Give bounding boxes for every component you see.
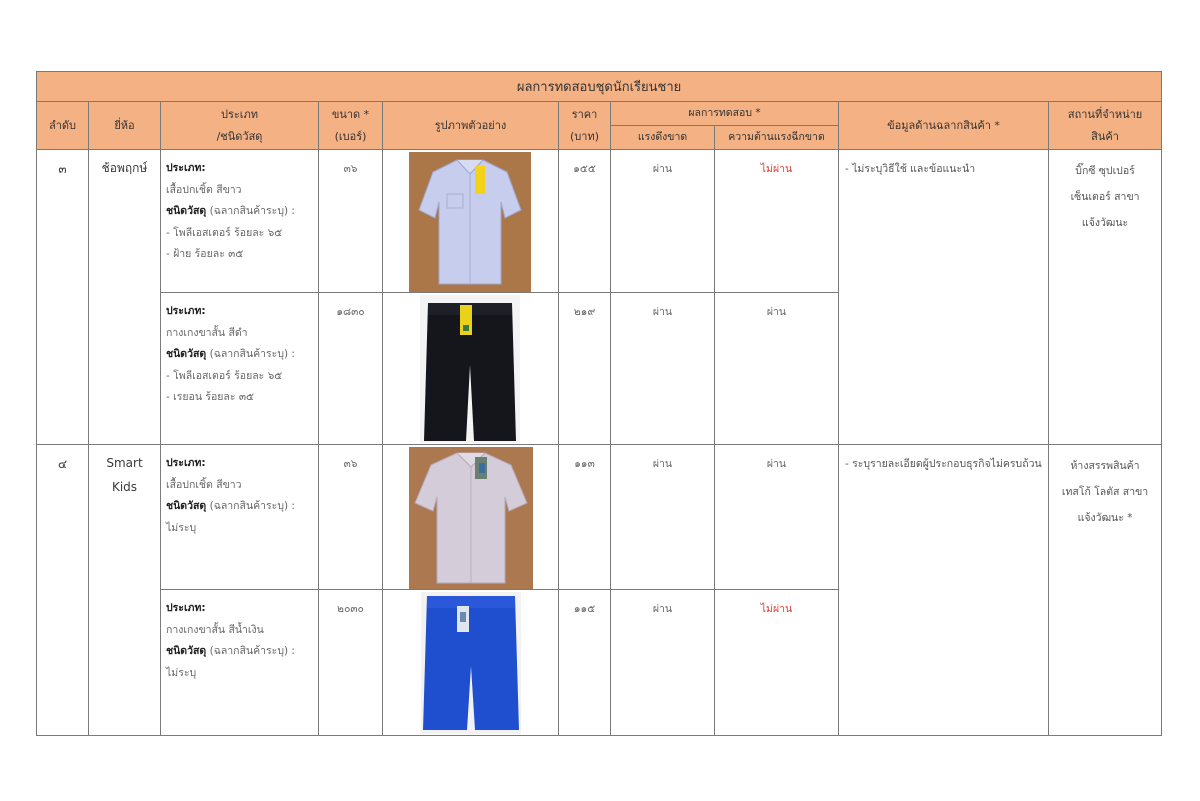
header-price-line1: ราคา [571,107,598,121]
header-type [161,102,319,150]
type-label: ประเภท: [166,457,206,469]
price-cell: ๑๑๓ [559,445,611,590]
table-row [37,445,1162,590]
tear-result: ไม่ผ่าน [715,150,839,293]
tensile-result: ผ่าน [611,445,715,590]
size-cell: ๒๐๓๐ [319,590,383,736]
header-shop-line1: สถานที่จำหน่าย [1067,107,1143,121]
header-size-line1: ขนาด * [331,107,370,121]
price-cell: ๑๑๕ [559,590,611,736]
type-value: เสื้อปกเชิ้ต สีขาว [166,478,242,491]
header-tear: ความต้านแรงฉีกขาด [715,126,839,150]
type-label: ประเภท: [166,602,206,614]
material-line: - ฝ้าย ร้อยละ ๓๕ [166,248,244,260]
sample-image-cell [383,445,559,590]
shop-cell [1049,445,1162,736]
brand-name: Smart Kids [106,456,143,494]
table-title: ผลการทดสอบชุดนักเรียนชาย [37,72,1162,102]
sample-image-cell [383,150,559,293]
light-blue-shirt-photo [409,152,531,292]
price-cell: ๑๕๕ [559,150,611,293]
material-line: ไม่ระบุ [166,521,197,534]
tensile-result: ผ่าน [611,293,715,445]
type-cell [161,445,319,590]
row-brand [89,445,161,736]
header-price-line2: (บาท) [570,129,599,143]
size-cell: ๑๘๓๐ [319,293,383,445]
shop-line: แจ้งวัฒนะ [1081,217,1129,229]
material-note: (ฉลากสินค้าระบุ) : [209,500,295,512]
size-cell: ๓๖ [319,445,383,590]
type-value: กางเกงขาสั้น สีน้ำเงิน [166,623,264,636]
shop-line: แจ้งวัฒนะ * [1077,512,1133,524]
material-note: (ฉลากสินค้าระบุ) : [209,348,295,360]
blue-shorts-photo [421,592,521,734]
label-info-cell: - ระบุรายละเอียดผู้ประกอบธุรกิจไม่ครบถ้วน [839,445,1049,736]
type-value: เสื้อปกเชิ้ต สีขาว [166,183,242,196]
results-table [36,71,1162,736]
type-cell [161,150,319,293]
type-cell [161,293,319,445]
material-label: ชนิดวัสดุ [166,205,207,217]
price-cell: ๒๑๙ [559,293,611,445]
shop-line: ห้างสรรพสินค้า [1070,460,1140,472]
header-size-line2: (เบอร์) [334,129,367,143]
header-shop-line2: สินค้า [1091,129,1119,143]
sample-image-cell [383,293,559,445]
type-label: ประเภท: [166,305,206,317]
tensile-result: ผ่าน [611,150,715,293]
material-line: - โพลีเอสเตอร์ ร้อยละ ๖๕ [166,369,283,382]
material-line: - เรยอน ร้อยละ ๓๕ [166,391,254,403]
shop-line: เซ็นเตอร์ สาขา [1070,191,1140,203]
header-brand: ยี่ห้อ [89,102,161,150]
header-sample: รูปภาพตัวอย่าง [383,102,559,150]
header-test: ผลการทดสอบ * [611,102,839,126]
material-line: - โพลีเอสเตอร์ ร้อยละ ๖๕ [166,226,283,239]
header-price [559,102,611,150]
type-label: ประเภท: [166,162,206,174]
black-shorts-photo [420,295,520,443]
shop-line: เทสโก้ โลตัส สาขา [1061,486,1149,498]
header-tensile: แรงดึงขาด [611,126,715,150]
material-note: (ฉลากสินค้าระบุ) : [209,645,295,657]
row-brand: ช้อพฤกษ์ [89,150,161,445]
row-no: ๓ [37,150,89,445]
tear-result: ผ่าน [715,445,839,590]
table-row [37,150,1162,293]
size-cell: ๓๖ [319,150,383,293]
material-label: ชนิดวัสดุ [166,348,207,360]
shop-line: บิ๊กซี ซุปเปอร์ [1075,165,1135,177]
type-value: กางเกงขาสั้น สีดำ [166,326,248,339]
header-label-info: ข้อมูลด้านฉลากสินค้า * [839,102,1049,150]
tear-result: ผ่าน [715,293,839,445]
header-type-line2: /ชนิดวัสดุ [216,129,263,143]
label-info-cell: - ไม่ระบุวิธีใช้ และข้อแนะนำ [839,150,1049,445]
tear-result: ไม่ผ่าน [715,590,839,736]
type-cell [161,590,319,736]
row-no: ๔ [37,445,89,736]
header-type-line1: ประเภท [220,107,259,121]
header-size [319,102,383,150]
header-shop [1049,102,1162,150]
material-label: ชนิดวัสดุ [166,500,207,512]
header-no: ลำดับ [37,102,89,150]
material-note: (ฉลากสินค้าระบุ) : [209,205,295,217]
material-line: ไม่ระบุ [166,666,197,679]
shop-cell [1049,150,1162,445]
white-shirt-photo [409,447,533,589]
material-label: ชนิดวัสดุ [166,645,207,657]
sample-image-cell [383,590,559,736]
tensile-result: ผ่าน [611,590,715,736]
